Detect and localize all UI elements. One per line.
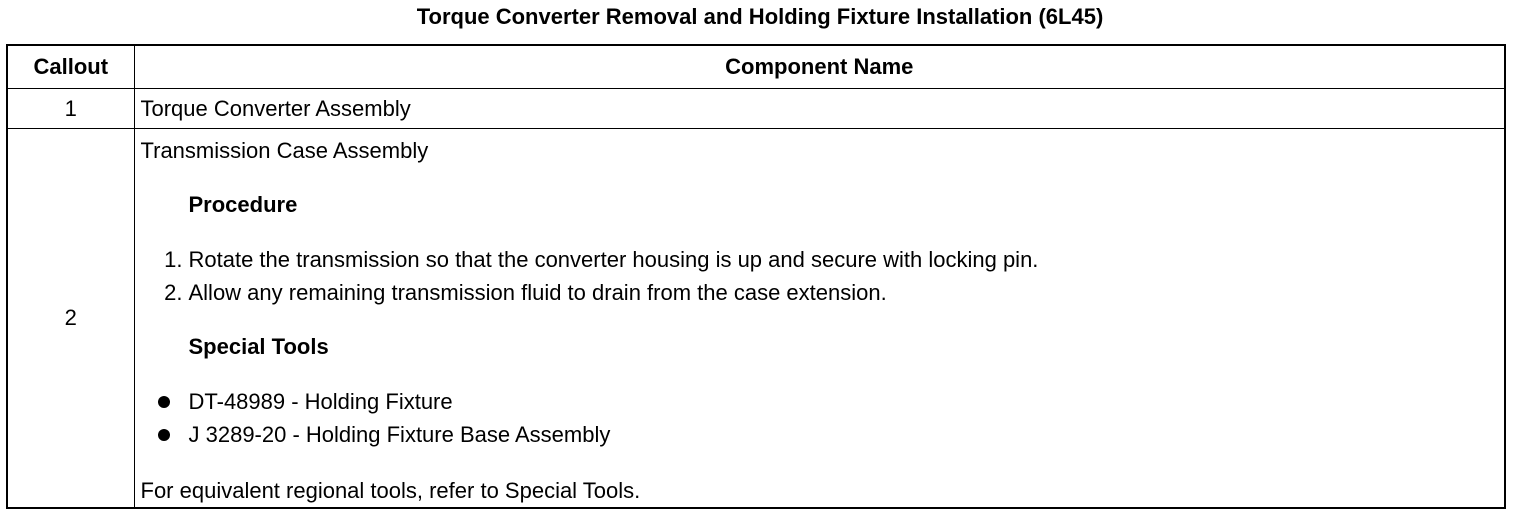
callout-number: 1 [7,89,134,129]
special-tools-list [141,385,1499,451]
step-number: 1. [164,247,183,272]
tool-text: J 3289-20 - Holding Fixture Base Assembly [188,422,611,447]
component-details [134,129,1505,509]
component-name: Transmission Case Assembly [140,138,429,163]
callout-column-header: Callout [7,45,134,89]
callout-number: 2 [7,129,134,509]
step-text: Allow any remaining transmission fluid to drain from the case extension. [188,280,887,305]
procedure-step [141,243,1499,276]
special-tools-heading: Special Tools [188,334,329,359]
bullet-icon [158,429,170,441]
procedure-steps [141,243,1499,309]
tool-text: DT-48989 - Holding Fixture [188,389,453,414]
procedure-step [141,276,1499,309]
table-row [7,89,1505,129]
component-table [6,44,1506,509]
regional-tools-note: For equivalent regional tools, refer to Special Tools. [140,478,641,503]
tool-item [141,385,1499,418]
component-name-column-header: Component Name [134,45,1505,89]
tool-item [141,418,1499,451]
component-name: Torque Converter Assembly [134,89,1505,129]
step-text: Rotate the transmission so that the converter housing is up and secure with locking pin. [188,247,1039,272]
table-row [7,129,1505,509]
bullet-icon [158,396,170,408]
procedure-heading: Procedure [188,192,298,217]
document-title: Torque Converter Removal and Holding Fixture Installation (6L45) [416,4,1104,29]
table-header-row [7,45,1505,89]
step-number: 2. [164,280,183,305]
